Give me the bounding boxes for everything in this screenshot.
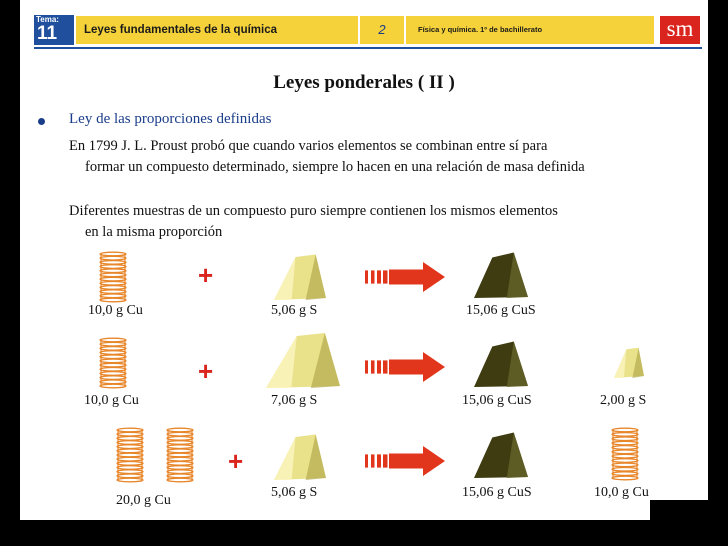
copper-coil-icon — [115, 426, 145, 484]
slide-header — [20, 0, 708, 46]
course-name: Física y química. 1º de bachillerato — [406, 16, 654, 44]
copper-sulfide-pile-icon — [472, 430, 530, 480]
topic-badge — [34, 15, 74, 45]
plus-icon: + — [198, 356, 214, 386]
copper-sulfide-pile-icon — [472, 250, 530, 300]
sulfur-mass-label: 7,06 g S — [271, 393, 318, 408]
plus-icon: + — [228, 446, 244, 476]
product-mass-label: 15,06 g CuS — [466, 303, 536, 318]
topic-label: Tema: — [36, 15, 59, 24]
paragraph-line: En 1799 J. L. Proust probó que cuando varios elementos se combinan entre sí para — [69, 138, 548, 154]
copper-sulfide-pile-icon — [472, 339, 530, 389]
bullet-icon — [38, 118, 45, 125]
product-mass-label: 15,06 g CuS — [462, 393, 532, 408]
topic-number: 11 — [37, 23, 58, 44]
publisher-logo: sm — [660, 16, 700, 44]
page-number: 2 — [360, 16, 404, 44]
copper-coil-icon — [165, 426, 195, 484]
proust-paragraph — [69, 136, 689, 178]
unit-title: Leyes fundamentales de la química — [76, 16, 358, 44]
paragraph-continuation: formar un compuesto determinado, siempre lo hacen en una relación de masa definida — [85, 159, 585, 175]
paragraph-line: Diferentes muestras de un compuesto puro siempre contienen los mismos elementos — [69, 203, 558, 219]
reaction-arrow-icon — [365, 352, 445, 382]
copper-mass-label: 20,0 g Cu — [116, 493, 171, 508]
sulfur-mass-label: 5,06 g S — [271, 485, 318, 500]
slide — [20, 0, 708, 520]
sulfur-mass-label: 5,06 g S — [271, 303, 318, 318]
copper-coil-icon — [98, 250, 128, 304]
sulfur-pile-icon — [264, 330, 342, 390]
excess-mass-label: 2,00 g S — [600, 393, 647, 408]
excess-sulfur-pile-icon — [612, 346, 646, 380]
paragraph-continuation: en la misma proporción — [85, 224, 223, 240]
reaction-arrow-icon — [365, 446, 445, 476]
sulfur-pile-icon — [272, 432, 328, 482]
slide-title: Leyes ponderales ( II ) — [273, 72, 455, 93]
excess-copper-coil-icon — [610, 426, 640, 482]
samples-paragraph — [69, 201, 689, 243]
header-divider — [34, 47, 702, 49]
corner-mark — [650, 500, 708, 520]
copper-coil-icon — [98, 336, 128, 390]
product-mass-label: 15,06 g CuS — [462, 485, 532, 500]
reaction-arrow-icon — [365, 262, 445, 292]
law-heading: Ley de las proporciones definidas — [69, 111, 272, 127]
excess-mass-label: 10,0 g Cu — [594, 485, 649, 500]
copper-mass-label: 10,0 g Cu — [84, 393, 139, 408]
copper-mass-label: 10,0 g Cu — [88, 303, 143, 318]
sulfur-pile-icon — [272, 252, 328, 302]
plus-icon: + — [198, 260, 214, 290]
